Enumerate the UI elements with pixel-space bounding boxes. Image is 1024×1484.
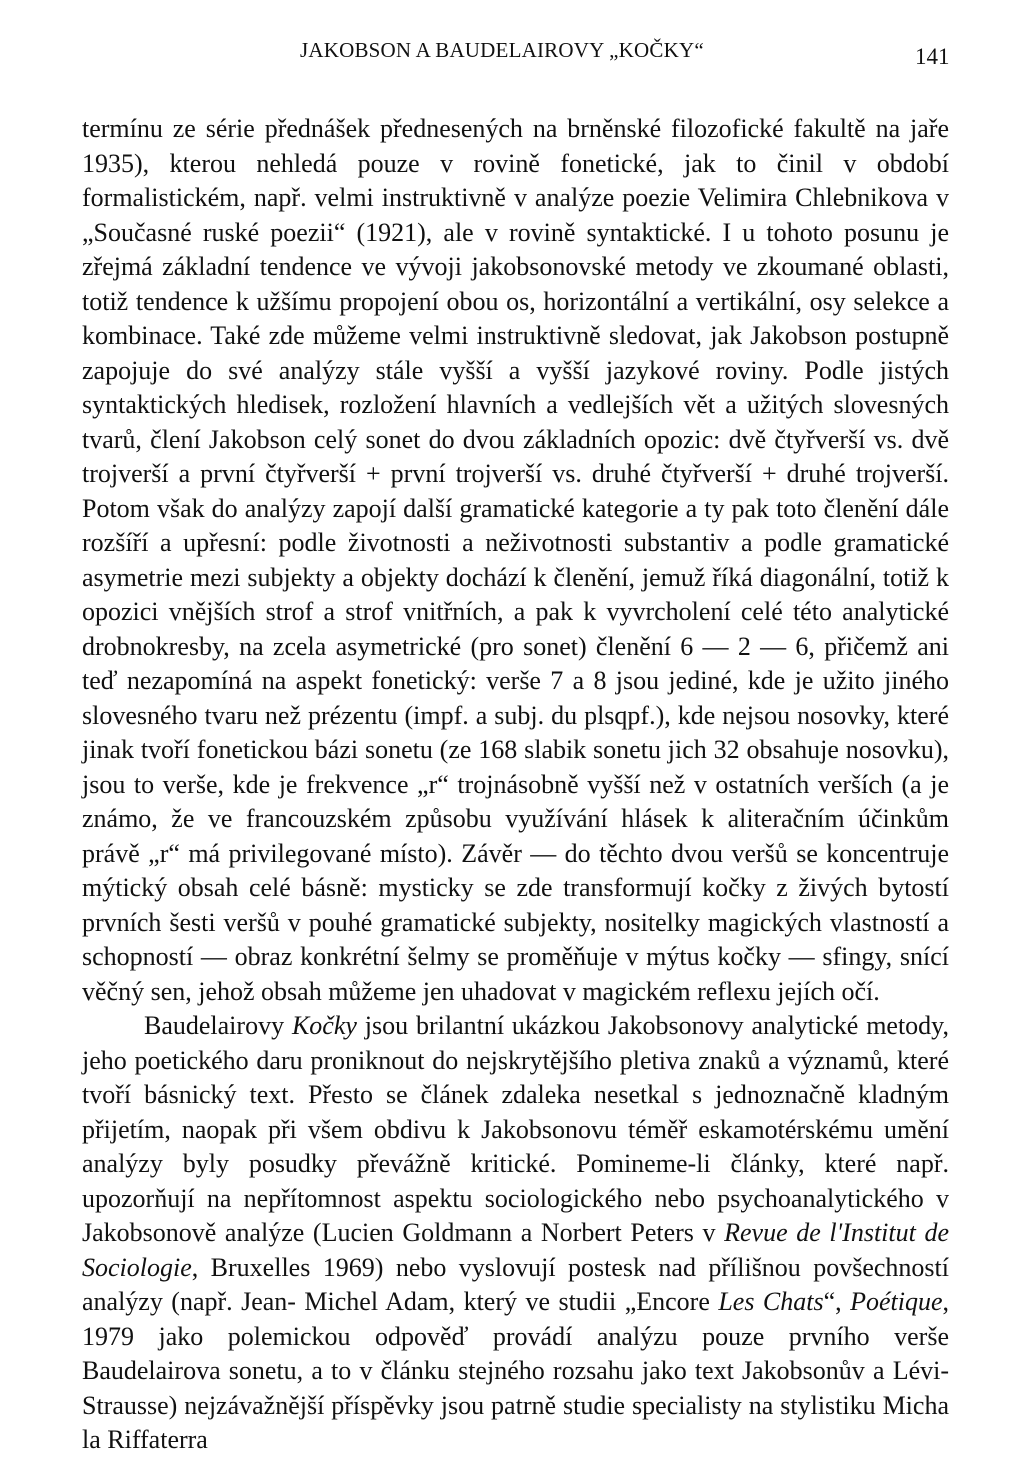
paragraph-2-text: jsou brilantní ukázkou Jakobsonovy analytické metody, jeho poetického daru proniknout do nejskrytějšího pletiva znaků a významů, které tvoří básnický text. Přesto se článek zdaleka nesetkal s jednoznačně kladným přijetím, naopak při všem obdivu k Jakobsonovu téměř eskamotérskému umění analýzy byly posudky převážně kritické. Pomineme-li články, které např. upozorňují na nepřítomnost aspektu sociologického nebo psychoanalytického v Jakobsonově analýze (Lucien Goldmann a Norbert Peters v (82, 1011, 949, 1247)
paragraph-2-text: , 1979 jako polemickou odpověď provádí analýzu pouze prvního verše Baudelairova sonetu, a to v článku stejného rozsahu jako text Jakobsonův a Lévi-Strausse) nejzávažnější příspěvky jsou patrně studie specialisty na stylistiku Micha la Riffaterra (82, 1287, 949, 1454)
paragraph-1 (82, 112, 949, 1009)
paragraph-2 (82, 1009, 949, 1458)
paragraph-2-text: Baudelairovy (144, 1011, 292, 1040)
running-head-title: JAKOBSON A BAUDELAIROVY „KOČKY“ (300, 38, 704, 62)
paragraph-2-journal-title: Revue de l'Institut de Sociologie (82, 1218, 949, 1282)
paragraph-2-title-kocky: Kočky (291, 1011, 357, 1040)
paragraph-2-text: “, (823, 1287, 851, 1316)
paragraph-2-journal-poetique: Poétique (850, 1287, 943, 1316)
body-text (82, 112, 949, 1458)
paragraph-1-text: termínu ze série přednášek přednesených na brněnské filozofické fakultě na jaře 1935), kterou nehledá pouze v rovině fonetické, jak to činil v období formalistickém, např. velmi instruktivně v analýze poezie Velimira Chlebnikova v „Současné ruské poezii“ (1921), ale v rovině syntaktické. I u tohoto posunu je zřejmá základní tendence ve vývoji jakobsonovské metody ve zkoumané oblasti, totiž tendence k užšímu propojení obou os, horizontální a vertikální, osy selekce a kombinace. Také zde můžeme velmi instruktivně sledovat, jak Jakobson postupně zapojuje do své analýzy stále vyšší a vyšší jazykové roviny. Podle jistých syntaktických hledisek, rozložení hlavních a vedlejších vět a užitých slovesných tvarů, člení Jakobson celý sonet do dvou základních opozic: dvě čtyřverší vs. dvě trojverší a první čtyřverší + první trojverší vs. druhé čtyřverší + druhé trojverší. Potom však do analýzy zapojí další gramatické kategorie a ty pak toto členění dále rozšíří a upřesní: podle životnosti a neživotnosti substantiv a podle gramatické asymetrie mezi subjekty a objekty dochází k členění, jemuž říká diagonální, totiž k opozici vnějších strof a strof vnitřních, a pak k vyvrcholení celé této analytické drobnokresby, na zcela asymetrické (pro sonet) členění 6 — 2 — 6, přičemž ani teď nezapomíná na aspekt fonetický: verše 7 a 8 jsou jediné, kde je užito jiného slovesného tvaru než prézentu (impf. a subj. du plsqpf.), kde nejsou nosovky, které jinak tvoří fonetickou bázi sonetu (ze 168 slabik sonetu jich 32 obsahuje nosovku), jsou to verše, kde je frekvence „r“ trojnásobně vyšší než v ostatních verších (a je známo, že ve francouzském způsobu využívání hlásek k aliteračním účinkům právě „r“ má privilegované místo). Závěr — do těchto dvou veršů se koncentruje mýtický obsah celé básně: mysticky se zde transformují kočky z živých bytostí prvních šesti veršů v pouhé gramatické subjekty, nositelky magických vlastností a schopností — obraz konkrétní šelmy se proměňuje v mýtus kočky — sfingy, snící věčný sen, jehož obsah můžeme jen uhadovat v magickém reflexu jejích očí. (82, 114, 949, 1006)
paragraph-2-text: , Bruxelles 1969) nebo vyslovují postesk nad přílišnou povšechností analýzy (např. Jean- Michel Adam, který ve studii „Encore (82, 1252, 949, 1316)
paragraph-2-title-les-chats: Les Chats (718, 1287, 824, 1316)
page-number: 141 (915, 44, 950, 69)
